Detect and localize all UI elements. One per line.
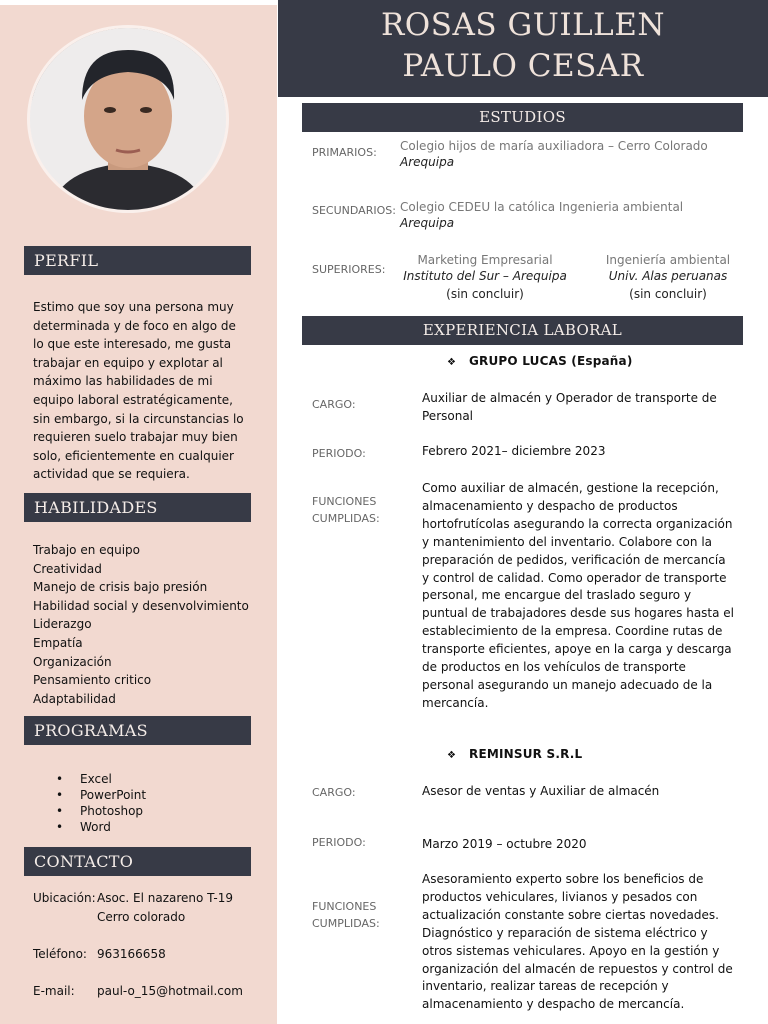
primary-school-city: Arequipa: [400, 155, 455, 169]
job-2-funciones: Asesoramiento experto sobre los beneficios de productos vehiculares, livianos y pesados con actualización constante sobre ciertas novedades. Diagnóstico y reparación de sistema eléctrico y otros sistemas vehiculares. Apoyo en la gestión y organización del almacén de repuestos y control de inventario, realizar tareas de recepción y almacenamiento y despacho de mercancía.: [422, 872, 733, 1012]
superiores-label: SUPERIORES:: [312, 263, 386, 276]
funciones-label-line2: CUMPLIDAS:: [312, 512, 380, 525]
company-1: [447, 354, 633, 368]
superior-1-status: (sin concluir): [446, 287, 524, 301]
superior-2-institution: Univ. Alas peruanas: [608, 269, 728, 283]
superior-2-status: (sin concluir): [629, 287, 707, 301]
funciones-label: [312, 898, 380, 932]
skill-item: Adaptabilidad: [33, 691, 116, 706]
contact-location: [33, 889, 233, 926]
primary-school: [400, 138, 708, 170]
funciones-label-line1: FUNCIONES: [312, 900, 377, 913]
job-1-funciones: Como auxiliar de almacén, gestione la recepción, almacenamiento y despacho de productos hortofrutícolas asegurando la correcta organización y mantenimiento del inventario. Colabore con la preparación de pedidos, verificación de mercancía y control de calidad. Como operador de transporte personal, me encargue del traslado seguro y puntual de trabajadores desde sus hogares hasta el establecimiento de la empresa. Coordine rutas de transporte eficientes, apoye en la carga y descarga de productos en los vehículos de transporte personal asegurando un manejo adecuado de la mercancía.: [422, 481, 735, 710]
skill-item: Liderazgo: [33, 617, 92, 632]
skill-item: Empatía: [33, 635, 83, 650]
program-item: • Word: [80, 819, 146, 835]
superior-study-2: [603, 252, 733, 302]
profile-photo: [30, 28, 226, 210]
job-2-periodo: Marzo 2019 – octubre 2020: [422, 837, 587, 851]
periodo-label: PERIODO:: [312, 836, 366, 849]
location-line1: Asoc. El nazareno T-19: [97, 891, 234, 905]
funciones-label-line1: FUNCIONES: [312, 495, 377, 508]
cargo-label: CARGO:: [312, 786, 356, 799]
primary-school-name: Colegio hijos de maría auxiliadora – Cerro Colorado: [400, 139, 708, 153]
phone-label: Teléfono:: [33, 947, 87, 961]
skill-item: Habilidad social y desenvolvimiento: [33, 598, 249, 613]
programas-heading: PROGRAMAS: [24, 716, 251, 745]
company-2: [447, 747, 582, 761]
contact-phone: [33, 945, 166, 964]
superior-2-career: Ingeniería ambiental: [605, 253, 731, 267]
secondary-school: [400, 199, 683, 231]
company-2-name: REMINSUR S.R.L: [469, 747, 583, 761]
perfil-heading: PERFIL: [24, 246, 251, 275]
secundarios-label: SECUNDARIOS:: [312, 204, 396, 217]
secondary-school-city: Arequipa: [400, 216, 455, 230]
program-item: • Photoshop: [80, 803, 146, 819]
programs-list: [80, 771, 146, 835]
superior-1-career: Marketing Empresarial: [417, 253, 553, 267]
location-line2: Cerro colorado: [97, 909, 186, 924]
primarios-label: PRIMARIOS:: [312, 146, 377, 159]
phone-value: 963166658: [97, 947, 166, 961]
job-2-cargo: Asesor de ventas y Auxiliar de almacén: [422, 784, 660, 798]
skill-item: Pensamiento critico: [33, 673, 152, 688]
diamond-bullet-icon: ❖: [447, 357, 457, 368]
secondary-school-name: Colegio CEDEU la católica Ingenieria ambiental: [400, 200, 684, 214]
location-label: Ubicación:: [33, 891, 96, 905]
contact-email: [33, 982, 243, 1001]
cargo-label: CARGO:: [312, 398, 356, 411]
job-1-cargo: Auxiliar de almacén y Operador de transporte de Personal: [422, 391, 717, 423]
experiencia-heading: EXPERIENCIA LABORAL: [302, 316, 743, 345]
job-1-periodo: Febrero 2021– diciembre 2023: [422, 444, 606, 458]
skill-item: Manejo de crisis bajo presión: [33, 580, 208, 595]
name-line-2: PAULO CESAR: [402, 48, 644, 84]
estudios-heading: ESTUDIOS: [302, 103, 743, 132]
program-item: • Excel: [80, 771, 146, 787]
perfil-text: Estimo que soy una persona muy determinada y de foco en algo de lo que este interesado, me gusta trabajar en equipo y explotar al máximo las habilidades de mi equipo laboral estratégicamente, sin embargo, si la circunstancias lo requieren suelo trabajar muy bien solo, eficientemente en cualquier actividad que se requiera.: [33, 300, 244, 482]
name-line-1: ROSAS GUILLEN: [380, 7, 666, 43]
habilidades-heading: HABILIDADES: [24, 493, 251, 522]
profile-photo-illustration: [30, 28, 226, 210]
funciones-label-line2: CUMPLIDAS:: [312, 917, 380, 930]
contacto-heading: CONTACTO: [24, 847, 251, 876]
diamond-bullet-icon: ❖: [447, 750, 457, 761]
skill-item: Creatividad: [33, 561, 102, 576]
periodo-label: PERIODO:: [312, 447, 366, 460]
email-label: E-mail:: [33, 984, 75, 998]
funciones-label: [312, 493, 380, 527]
superior-1-institution: Instituto del Sur – Arequipa: [403, 269, 567, 283]
company-1-name: GRUPO LUCAS (España): [469, 354, 633, 368]
skills-list: [33, 541, 249, 708]
skill-item: Organización: [33, 654, 112, 669]
program-item: • PowerPoint: [80, 787, 146, 803]
email-value[interactable]: paul-o_15@hotmail.com: [97, 984, 243, 998]
superior-study-1: [400, 252, 570, 302]
skill-item: Trabajo en equipo: [33, 543, 141, 557]
